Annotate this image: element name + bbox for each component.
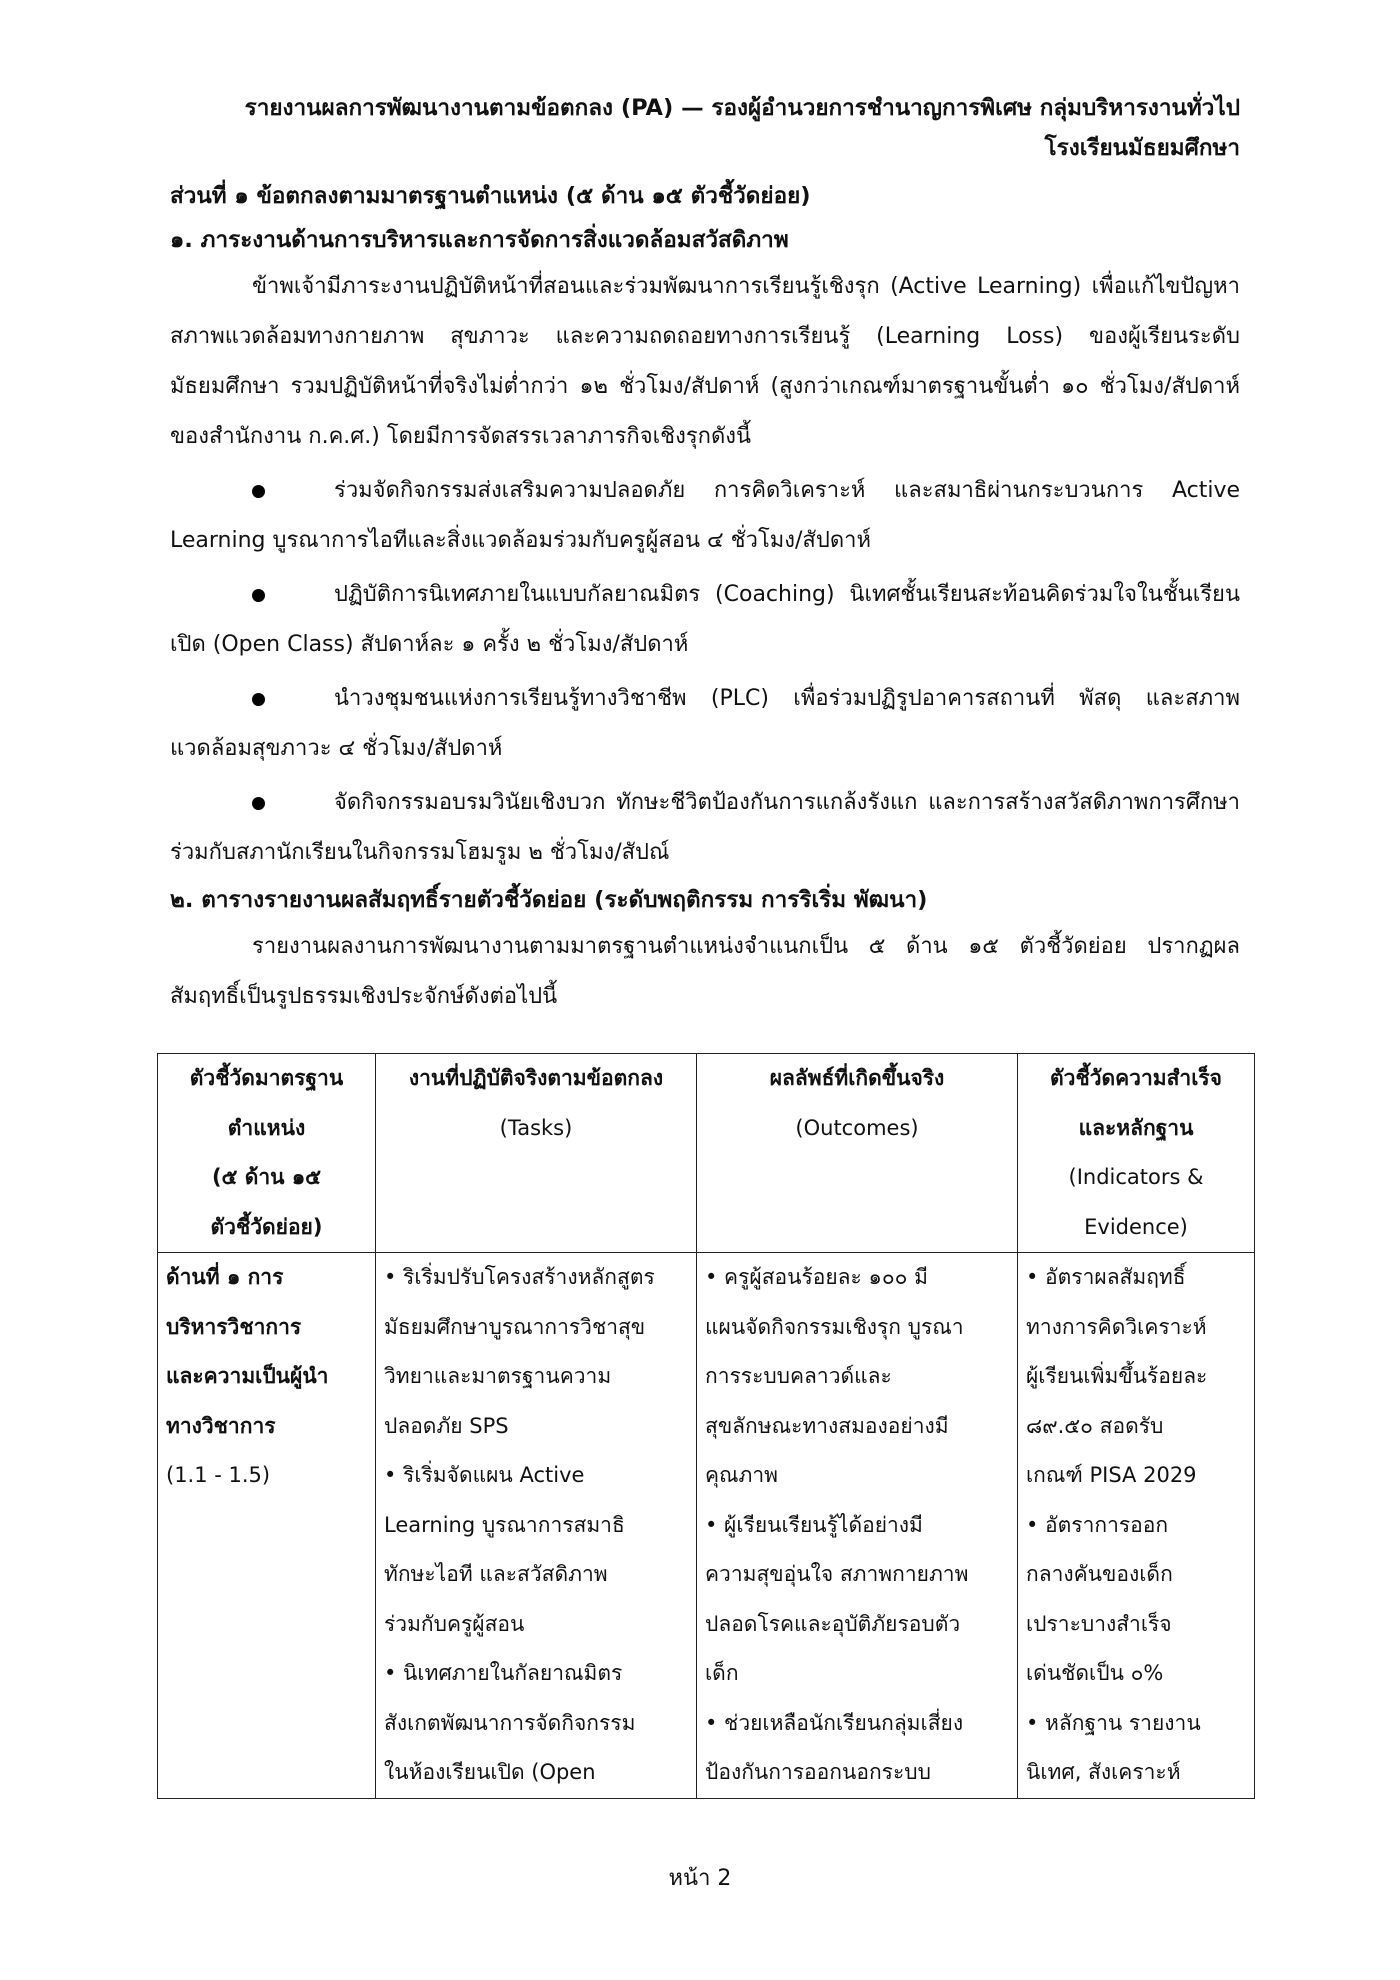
cell-line: กลางคันของเด็ก <box>1026 1562 1173 1586</box>
cell-line: เด็ก <box>705 1661 739 1685</box>
cell-line: สุขลักษณะทางสมองอย่างมี <box>705 1413 949 1438</box>
bullet-item <box>170 674 1240 774</box>
bullet-item <box>170 466 1240 566</box>
page-content <box>170 88 1240 1022</box>
header-line: ตัวชี้วัดย่อย) <box>210 1214 323 1239</box>
bullet-item <box>170 570 1240 670</box>
section2-heading: ๒. ตารางรายงานผลสัมฤทธิ์รายตัวชี้วัดย่อย (ระดับพฤติกรรม การริเริ่ม พัฒนา) <box>170 887 928 913</box>
cell-line: ปลอดภัย SPS <box>384 1413 509 1438</box>
header-line: ผลลัพธ์ที่เกิดขึ้นจริง <box>769 1066 945 1090</box>
bullet-icon <box>252 797 265 810</box>
cell-line: ป้องกันการออกนอกระบบ <box>705 1760 931 1784</box>
cell-line: ผู้เรียนเพิ่มขึ้นร้อยละ <box>1026 1364 1208 1388</box>
cell-line: ด้านที่ ๑ การ <box>166 1265 284 1289</box>
cell-line: นิเทศ, สังเคราะห์ <box>1026 1760 1181 1784</box>
bullet-text: ปฏิบัติการนิเทศภายในแบบกัลยาณมิตร (Coaching) นิเทศชั้นเรียนสะท้อนคิดร่วมใจในชั้นเรียนเปิด (Open Class) สัปดาห์ละ ๑ ครั้ง ๒ ชั่วโมง/สัปดาห์ <box>170 582 1240 657</box>
table-row <box>158 1253 1255 1799</box>
table-header-row <box>158 1054 1255 1253</box>
cell-line: การระบบคลาวด์และ <box>705 1364 892 1388</box>
cell-line: ปลอดโรคและอุบัติภัยรอบตัว <box>705 1611 961 1636</box>
bullet-item <box>170 778 1240 878</box>
cell-line: • หลักฐาน รายงาน <box>1026 1710 1201 1735</box>
header-line: (๕ ด้าน ๑๕ <box>211 1165 322 1189</box>
header-line: งานที่ปฏิบัติจริงตามข้อตกลง <box>408 1066 664 1090</box>
cell-line: สังเกตพัฒนาการจัดกิจกรรม <box>384 1710 636 1735</box>
cell-line: ทางการคิดวิเคราะห์ <box>1026 1314 1207 1339</box>
bullet-icon <box>252 693 265 706</box>
header-tasks <box>376 1054 697 1253</box>
part1-heading: ส่วนที่ ๑ ข้อตกลงตามมาตรฐานตำแหน่ง (๕ ด้าน ๑๕ ตัวชี้วัดย่อย) <box>170 183 811 209</box>
cell-line: ความสุขอุ่นใจ สภาพกายภาพ <box>705 1562 969 1586</box>
cell-line: แผนจัดกิจกรรมเชิงรุก บูรณา <box>705 1314 964 1339</box>
cell-line: เปราะบางสำเร็จ <box>1026 1611 1172 1636</box>
header-line: (Outcomes) <box>795 1115 919 1140</box>
cell-line: • อัตราผลสัมฤทธิ์ <box>1026 1265 1186 1289</box>
header-outcomes <box>697 1054 1018 1253</box>
bullet-icon <box>252 485 265 498</box>
school-name: โรงเรียนมัธยมศึกษา <box>1044 135 1240 161</box>
bullet-icon <box>252 589 265 602</box>
header-line: Evidence) <box>1084 1214 1188 1239</box>
cell-tasks <box>376 1253 697 1799</box>
cell-line: • ผู้เรียนเรียนรู้ได้อย่างมี <box>705 1512 923 1537</box>
cell-line: • นิเทศภายในกัลยาณมิตร <box>384 1661 623 1685</box>
header-line: (Tasks) <box>499 1115 573 1140</box>
bullet-text: นำวงชุมชนแห่งการเรียนรู้ทางวิชาชีพ (PLC) เพื่อร่วมปฏิรูปอาคารสถานที่ พัสดุ และสภาพแวดล้อมสุขภาวะ ๔ ชั่วโมง/สัปดาห์ <box>170 686 1240 761</box>
cell-outcomes <box>697 1253 1018 1799</box>
page-number: หน้า 2 <box>668 1866 732 1891</box>
cell-line: • ริเริ่มปรับโครงสร้างหลักสูตร <box>384 1265 655 1289</box>
cell-line: Learning บูรณาการสมาธิ <box>384 1512 625 1537</box>
cell-line: ๘๙.๕๐ สอดรับ <box>1026 1413 1164 1438</box>
cell-line: มัธยมศึกษาบูรณาการวิชาสุข <box>384 1314 646 1339</box>
cell-line: ร่วมกับครูผู้สอน <box>384 1611 525 1636</box>
report-title: รายงานผลการพัฒนางานตามข้อตกลง (PA) — รองผู้อำนวยการชำนาญการพิเศษ กลุ่มบริหารงานทั่วไป <box>244 95 1240 121</box>
cell-line: • ริเริ่มจัดแผน Active <box>384 1463 585 1487</box>
cell-line: (1.1 - 1.5) <box>166 1463 271 1487</box>
cell-line: เกณฑ์ PISA 2029 <box>1026 1463 1197 1487</box>
header-line: ตัวชี้วัดความสำเร็จ <box>1050 1066 1222 1090</box>
header-indicators <box>1018 1054 1255 1253</box>
cell-line: วิทยาและมาตรฐานความ <box>384 1364 612 1388</box>
section1-heading: ๑. ภาระงานด้านการบริหารและการจัดการสิ่งแวดล้อมสวัสดิภาพ <box>170 227 789 253</box>
cell-indicators <box>1018 1253 1255 1799</box>
bullet-text: ร่วมจัดกิจกรรมส่งเสริมความปลอดภัย การคิดวิเคราะห์ และสมาธิผ่านกระบวนการ Active Learning บูรณาการไอทีและสิ่งแวดล้อมร่วมกับครูผู้สอน ๔ ชั่วโมง/สัปดาห์ <box>170 478 1240 553</box>
cell-line: ทางวิชาการ <box>166 1413 276 1438</box>
cell-line: บริหารวิชาการ <box>166 1314 302 1339</box>
section1-intro: ข้าพเจ้ามีภาระงานปฏิบัติหน้าที่สอนและร่วมพัฒนาการเรียนรู้เชิงรุก (Active Learning) เพื่อแก้ไขปัญหาสภาพแวดล้อมทางกายภาพ สุขภาวะ และความถดถอยทางการเรียนรู้ (Learning Loss) ของผู้เรียนระดับมัธยมศึกษา รวมปฏิบัติหน้าที่จริงไม่ต่ำกว่า ๑๒ ชั่วโมง/สัปดาห์ (สูงกว่าเกณฑ์มาตรฐานขั้นต่ำ ๑๐ ชั่วโมง/สัปดาห์ ของสำนักงาน ก.ค.ศ.) โดยมีการจัดสรรเวลาภารกิจเชิงรุกดังนี้ <box>170 274 1240 449</box>
cell-line: และความเป็นผู้นำ <box>166 1364 329 1388</box>
header-line: ตัวชี้วัดมาตรฐาน <box>189 1066 344 1090</box>
section2-intro: รายงานผลงานการพัฒนางานตามมาตรฐานตำแหน่งจำแนกเป็น ๕ ด้าน ๑๕ ตัวชี้วัดย่อย ปรากฏผลสัมฤทธิ์เป็นรูปธรรมเชิงประจักษ์ดังต่อไปนี้ <box>170 934 1240 1009</box>
cell-line: คุณภาพ <box>705 1463 779 1487</box>
cell-line: • ครูผู้สอนร้อยละ ๑๐๐ มี <box>705 1265 928 1289</box>
header-line: (Indicators & <box>1068 1165 1204 1189</box>
header-standard <box>158 1054 376 1253</box>
bullet-text: จัดกิจกรรมอบรมวินัยเชิงบวก ทักษะชีวิตป้องกันการแกล้งรังแก และการสร้างสวัสดิภาพการศึกษา ร่วมกับสภานักเรียนในกิจกรรมโฮมรูม ๒ ชั่วโมง/สัปณ์ <box>170 790 1240 865</box>
cell-line: เด่นชัดเป็น ๐% <box>1026 1661 1164 1685</box>
cell-standard <box>158 1253 376 1799</box>
cell-line: • ช่วยเหลือนักเรียนกลุ่มเสี่ยง <box>705 1710 964 1735</box>
results-table <box>157 1053 1255 1799</box>
cell-line: ในห้องเรียนเปิด (Open <box>384 1760 596 1784</box>
header-line: ตำแหน่ง <box>227 1115 306 1140</box>
cell-line: • อัตราการออก <box>1026 1512 1169 1537</box>
cell-line: ทักษะไอที และสวัสดิภาพ <box>384 1562 608 1586</box>
header-line: และหลักฐาน <box>1078 1115 1194 1140</box>
